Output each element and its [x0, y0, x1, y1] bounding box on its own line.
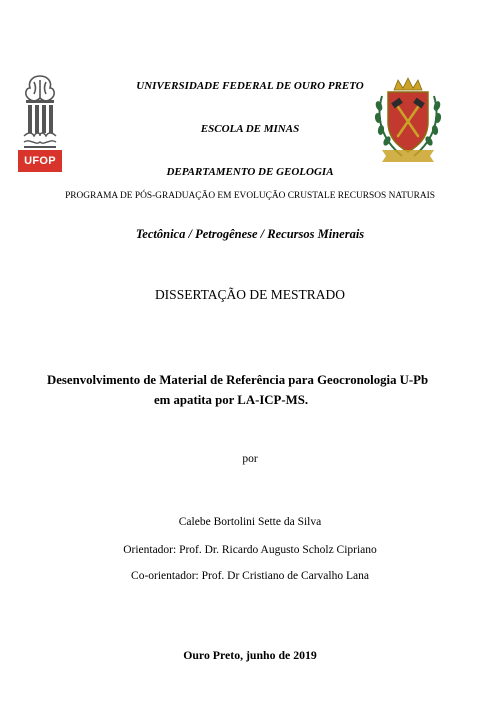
thesis-title-line2: em apatita por LA-ICP-MS.	[154, 393, 309, 407]
ufop-label: UFOP	[18, 150, 62, 172]
by-label: por	[242, 453, 258, 465]
department-name: DEPARTAMENTO DE GEOLOGIA	[166, 166, 334, 178]
author-name: Calebe Bortolini Sette da Silva	[178, 516, 322, 528]
research-areas: Tectônica / Petrogênese / Recursos Minerais	[135, 227, 365, 241]
place-and-date: Ouro Preto, junho de 2019	[183, 648, 317, 662]
university-name: UNIVERSIDADE FEDERAL DE OURO PRETO	[136, 80, 364, 92]
co-advisor-line: Co-orientador: Prof. Dr Cristiano de Carvalho Lana	[131, 570, 369, 582]
thesis-title-line1: Desenvolvimento de Material de Referência para Geocronologia U-Pb	[47, 373, 429, 387]
advisor-line: Orientador: Prof. Dr. Ricardo Augusto Scholz Cipriano	[123, 544, 377, 556]
school-name: ESCOLA DE MINAS	[200, 123, 300, 135]
program-name: PROGRAMA DE PÓS-GRADUAÇÃO EM EVOLUÇÃO CRUSTALE RECURSOS NATURAIS	[65, 191, 435, 201]
document-type: DISSERTAÇÃO DE MESTRADO	[154, 287, 346, 302]
